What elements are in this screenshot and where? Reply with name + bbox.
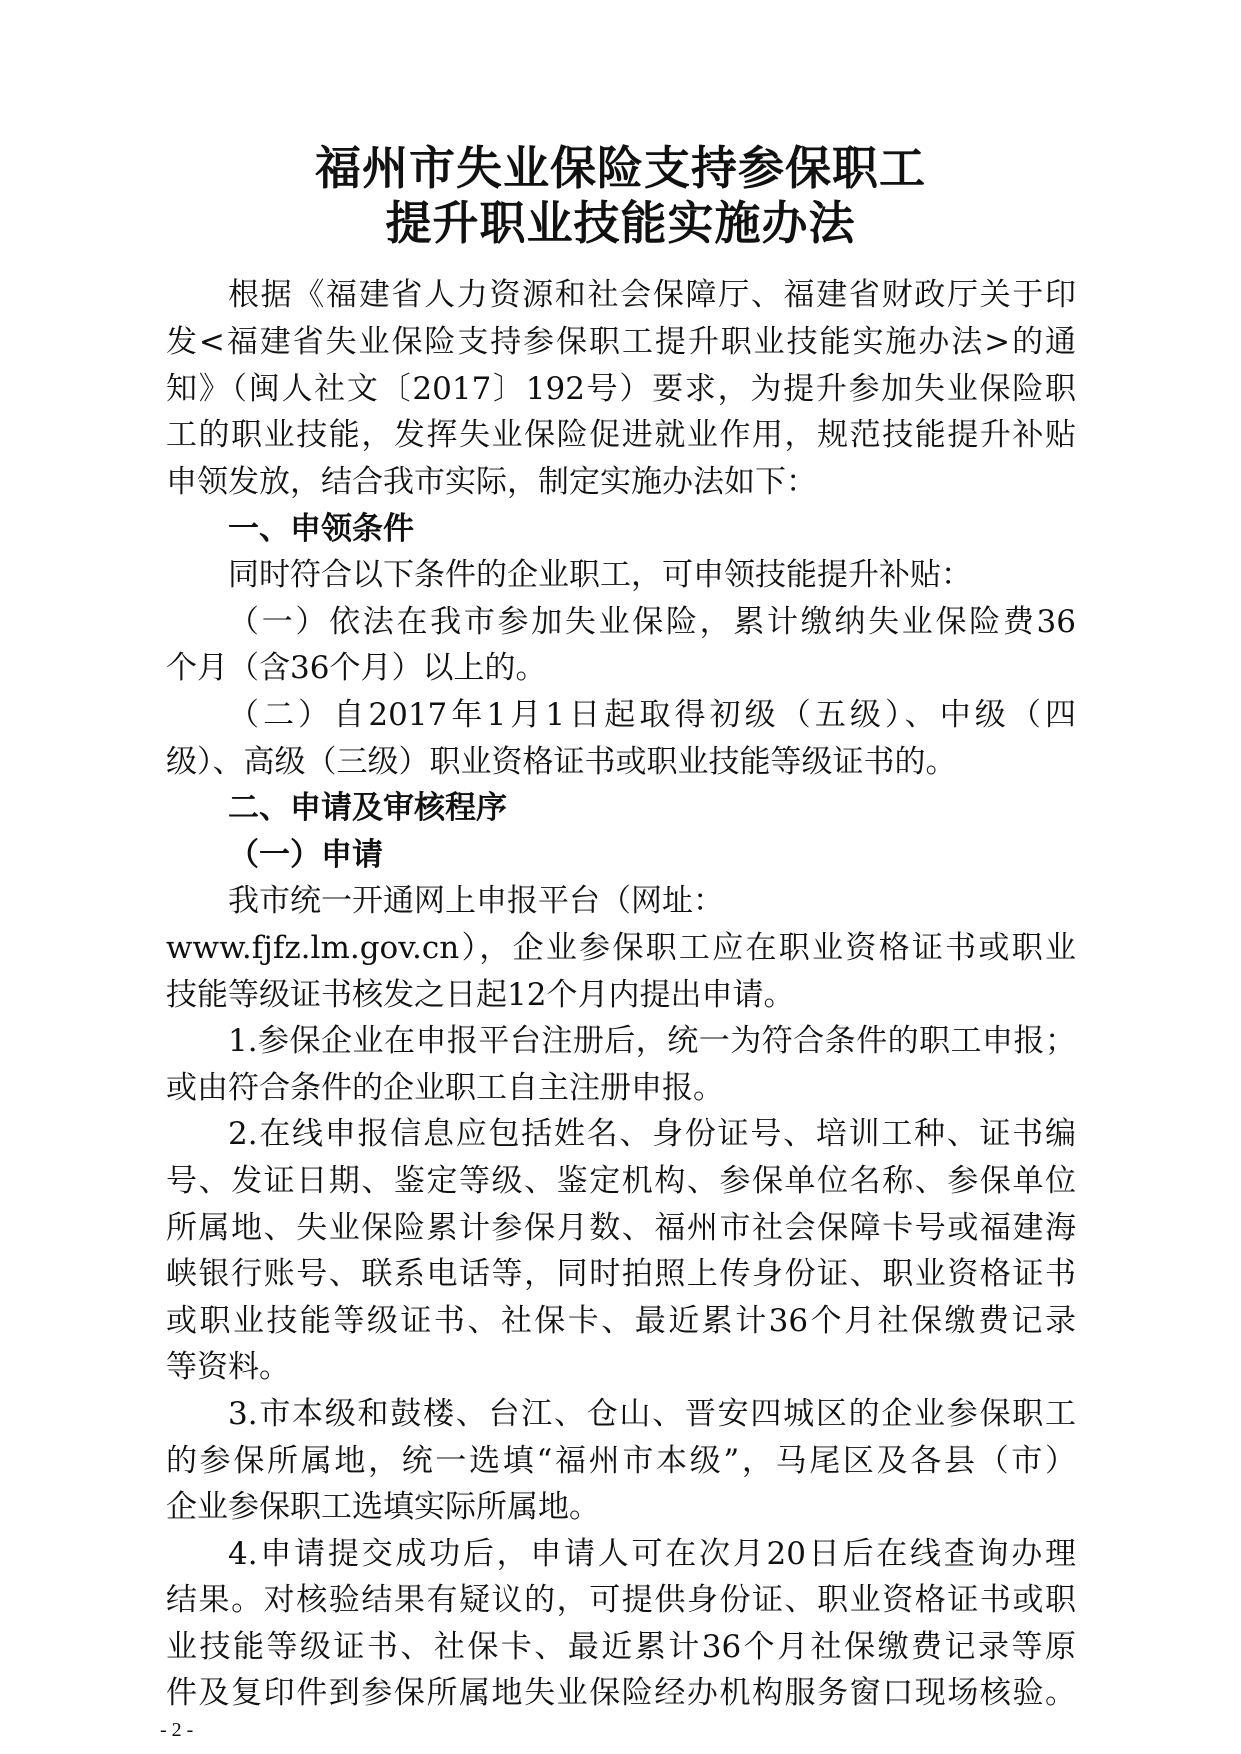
point-1-line: 或由符合条件的企业职工自主注册申报。 bbox=[166, 1070, 724, 1106]
section-1-heading: 一、申领条件 bbox=[228, 511, 414, 547]
condition-item-1-line: （一）依法在我市参加失业保险，累计缴纳失业保险费36 bbox=[228, 604, 1076, 640]
condition-item-2-line: （二）自2017年1月1日起取得初级（五级）、中级（四 bbox=[228, 697, 1076, 733]
point-2-line: 或职业技能等级证书、社保卡、最近累计36个月社保缴费记录 bbox=[166, 1303, 1076, 1339]
point-4-line: 件及复印件到参保所属地失业保险经办机构服务窗口现场核验。 bbox=[166, 1675, 1076, 1711]
point-4-line: 业技能等级证书、社保卡、最近累计36个月社保缴费记录等原 bbox=[166, 1629, 1076, 1665]
document-title-line-1: 福州市失业保险支持参保职工 bbox=[315, 141, 926, 195]
condition-item-1-line: 个月（含36个月）以上的。 bbox=[166, 650, 547, 686]
section-2-heading: 二、申请及审核程序 bbox=[228, 790, 507, 826]
apply-line: 技能等级证书核发之日起12个月内提出申请。 bbox=[166, 977, 795, 1013]
intro-line: 工的职业技能，发挥失业保险促进就业作用，规范技能提升补贴 bbox=[166, 417, 1076, 453]
point-4-line: 结果。对核验结果有疑议的，可提供身份证、职业资格证书或职 bbox=[166, 1582, 1076, 1618]
intro-line: 根据《福建省人力资源和社会保障厅、福建省财政厅关于印 bbox=[228, 277, 1076, 313]
intro-line: 知》（闽人社文〔2017〕192号）要求，为提升参加失业保险职 bbox=[166, 371, 1076, 407]
apply-line: www.fjfz.lm.gov.cn），企业参保职工应在职业资格证书或职业 bbox=[166, 930, 1076, 966]
point-2-line: 2.在线申报信息应包括姓名、身份证号、培训工种、证书编 bbox=[228, 1116, 1076, 1152]
point-2-line: 等资料。 bbox=[166, 1349, 290, 1385]
apply-line: 我市统一开通网上申报平台（网址： bbox=[228, 883, 724, 919]
point-3-line: 的参保所属地，统一选填“福州市本级”，马尾区及各县（市） bbox=[166, 1443, 1076, 1479]
point-4-line: 4.申请提交成功后，申请人可在次月20日后在线查询办理 bbox=[228, 1536, 1076, 1572]
intro-line: 申领发放，结合我市实际，制定实施办法如下： bbox=[166, 464, 817, 500]
section-2-sub-heading: （一）申请 bbox=[228, 837, 383, 873]
point-2-line: 所属地、失业保险累计参保月数、福州市社会保障卡号或福建海 bbox=[166, 1210, 1076, 1246]
section-1-lead: 同时符合以下条件的企业职工，可申领技能提升补贴： bbox=[228, 557, 972, 593]
point-1-line: 1.参保企业在申报平台注册后，统一为符合条件的职工申报； bbox=[228, 1023, 1076, 1059]
intro-line: 发<福建省失业保险支持参保职工提升职业技能实施办法>的通 bbox=[166, 324, 1076, 360]
page-number: - 2 - bbox=[160, 1719, 194, 1741]
point-2-line: 峡银行账号、联系电话等，同时拍照上传身份证、职业资格证书 bbox=[166, 1256, 1076, 1292]
document-title-line-2: 提升职业技能实施办法 bbox=[385, 196, 856, 250]
point-2-line: 号、发证日期、鉴定等级、鉴定机构、参保单位名称、参保单位 bbox=[166, 1163, 1076, 1199]
point-3-line: 企业参保职工选填实际所属地。 bbox=[166, 1489, 600, 1525]
condition-item-2-line: 级）、高级（三级）职业资格证书或职业技能等级证书的。 bbox=[166, 744, 957, 780]
point-3-line: 3.市本级和鼓楼、台江、仓山、晋安四城区的企业参保职工 bbox=[228, 1396, 1076, 1432]
